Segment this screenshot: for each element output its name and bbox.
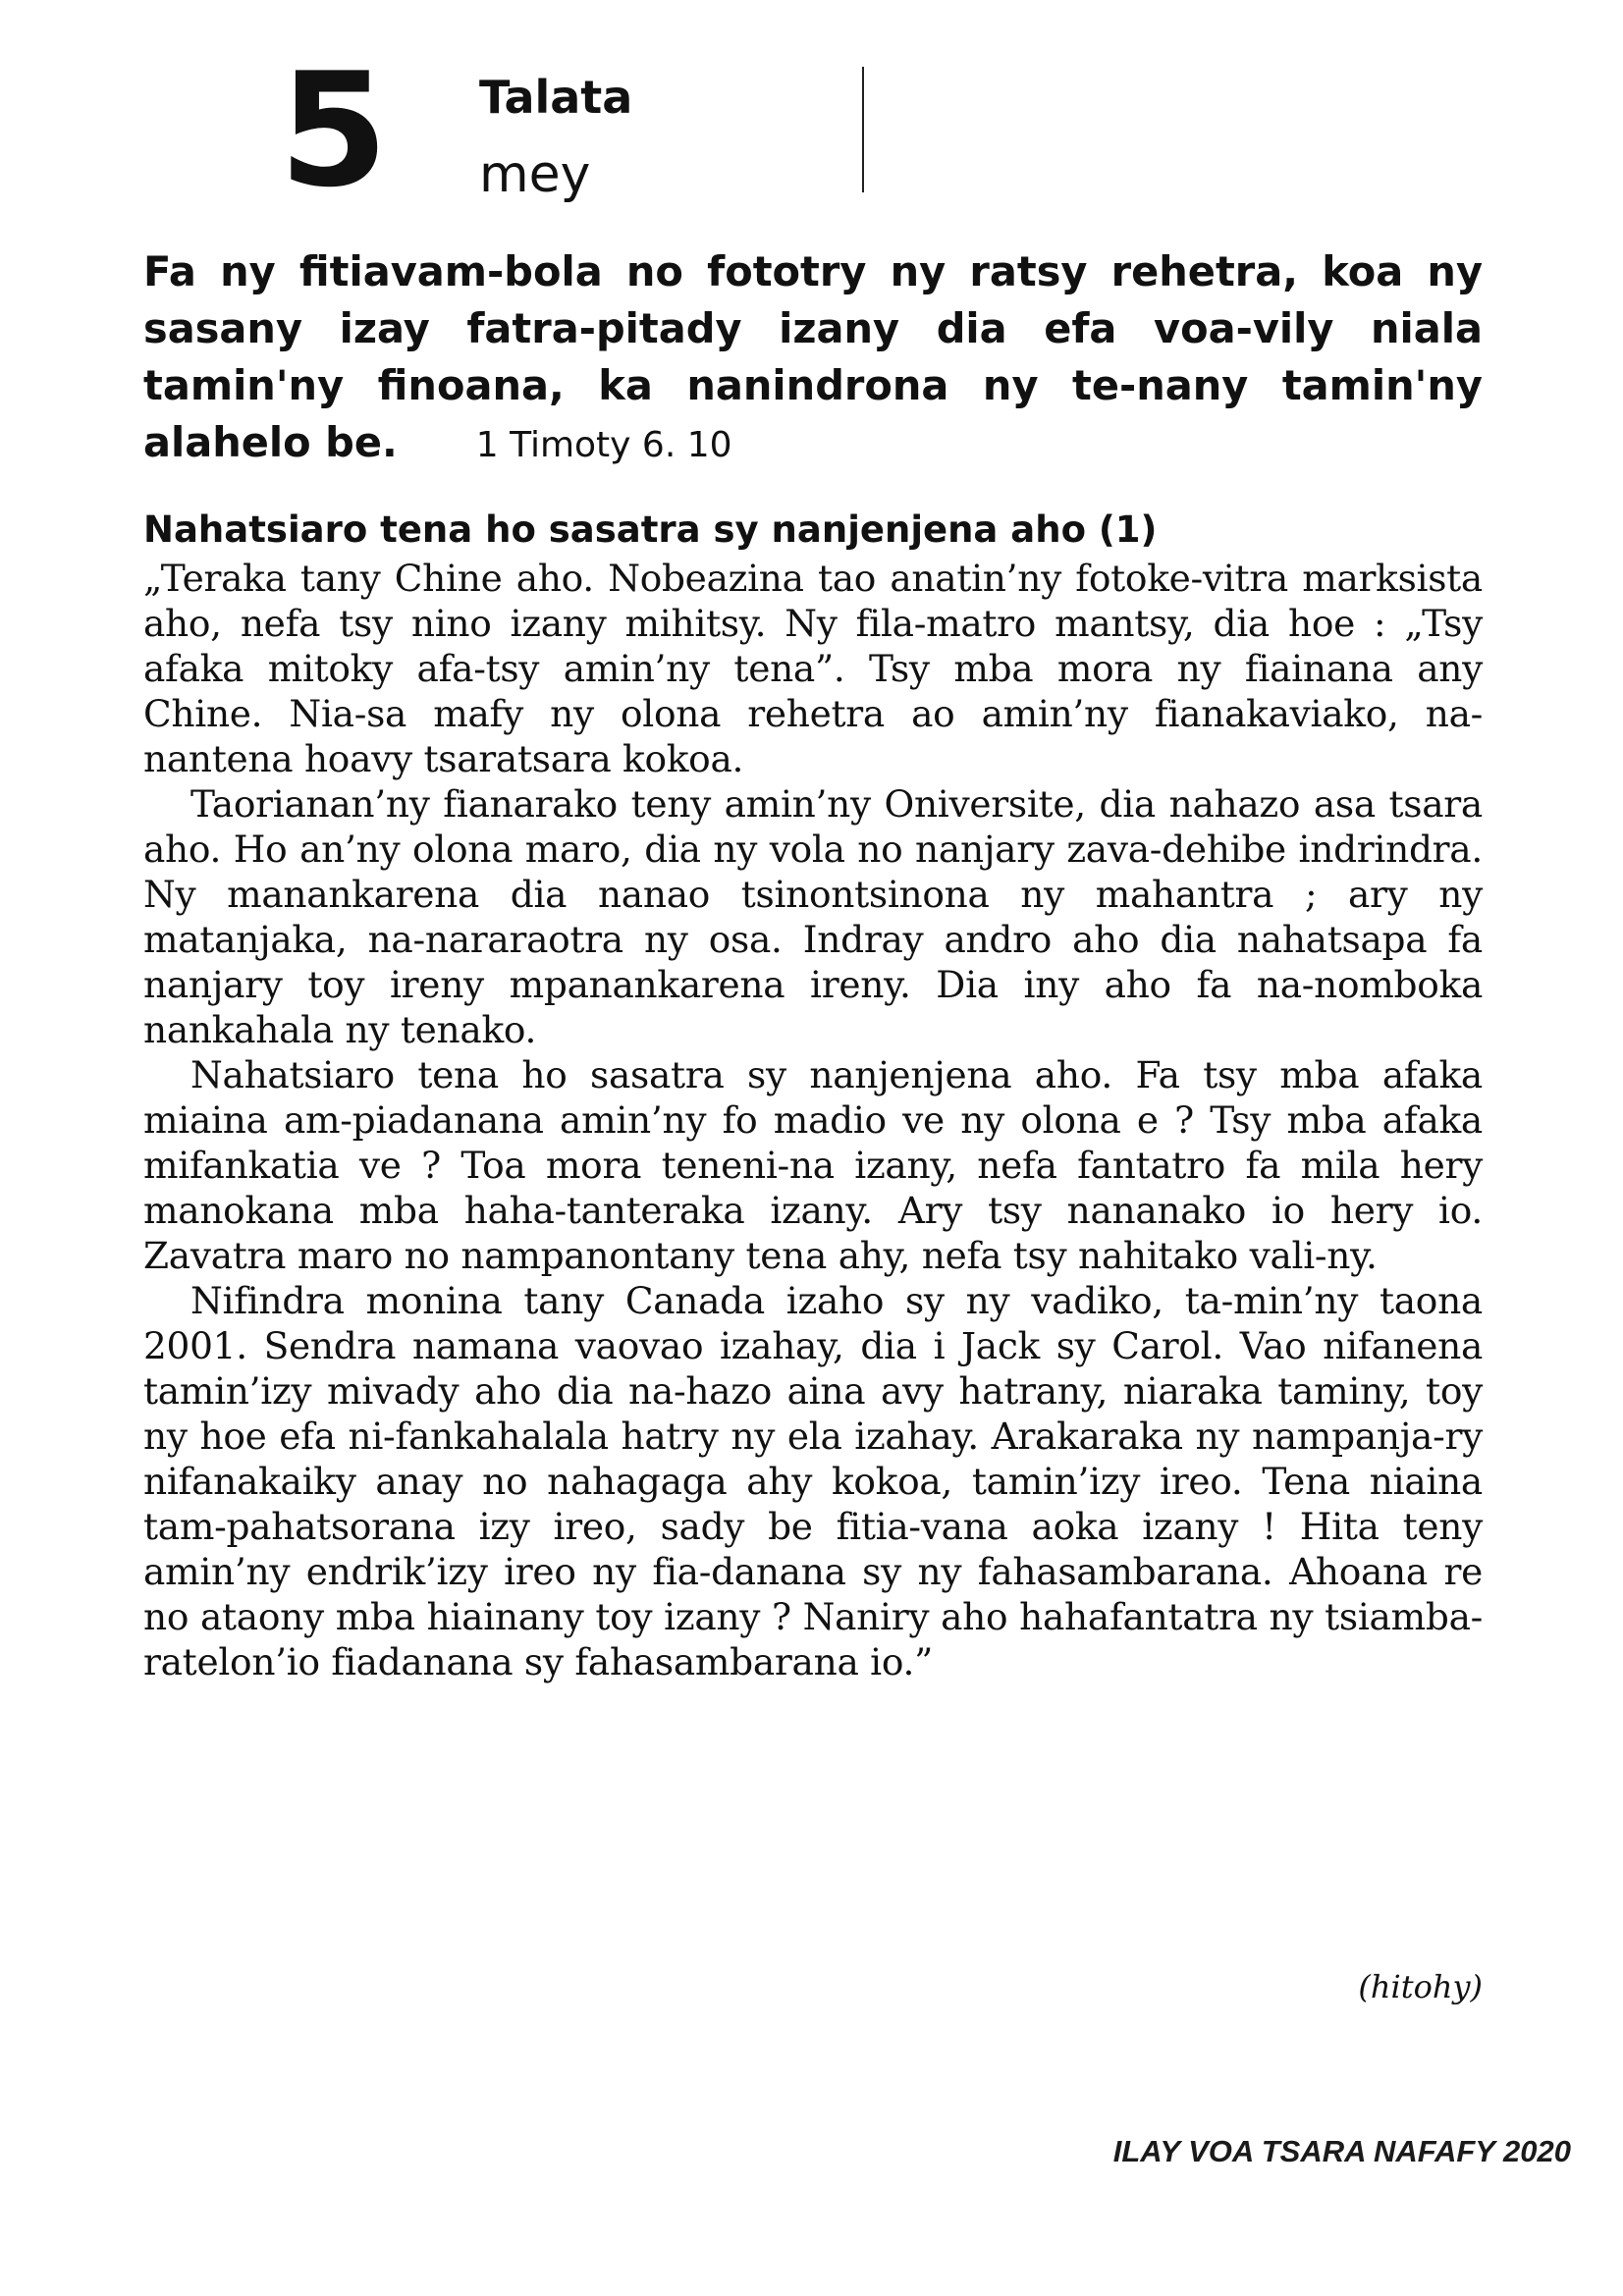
devotional-body [143,556,1483,1684]
paragraph: „Teraka tany Chine aho. Nobeazina tao anatin’ny fotoke-vitra marksista aho, nefa tsy nino izany mihitsy. Ny fila-matro mantsy, dia hoe : „Tsy afaka mitoky afa-tsy amin’ny tena”. Tsy mba mora ny fiainana any Chine. Nia-sa mafy ny olona rehetra ao amin’ny fianakaviako, na-nantena hoavy tsaratsara kokoa. [143,557,1483,780]
paragraph: Nahatsiaro tena ho sasatra sy nanjenjena aho. Fa tsy mba afaka miaina am-piadanana amin’ny fo madio ve ny olona e ? Tsy mba afaka mifankatia ve ? Toa mora teneni-na izany, nefa fantatro fa mila hery manokana mba haha-tanteraka izany. Ary tsy nananako io hery io. Zavatra maro no nampanontany tena ahy, nefa tsy nahitako vali-ny. [143,1053,1483,1277]
date-header [279,38,868,222]
paragraph: Taorianan’ny fianarako teny amin’ny Oniversite, dia nahazo asa tsara aho. Ho an’ny olona maro, dia ny vola no nanjary zava-dehibe indrindra. Ny manankarena dia nanao tsinontsinona ny mahantra ; ary ny matanjaka, na-nararaotra ny osa. Indray andro aho dia nahatsapa fa nanjary toy ireny mpanankarena ireny. Dia iny aho fa na-nomboka nankahala ny tenako. [143,782,1483,1051]
continuation-note: (hitohy) [1358,1968,1483,2005]
verse-text: Fa ny fitiavam-bola no fototry ny ratsy rehetra, koa ny sasany izay fatra-pitady izany dia efa voa-vily niala tamin'ny finoana, ka nanindrona ny te-nany tamin'ny alahelo be. [143,247,1483,466]
paragraph: Nifindra monina tany Canada izaho sy ny vadiko, ta-min’ny taona 2001. Sendra namana vaovao izahay, dia i Jack sy Carol. Vao nifanena tamin’izy mivady aho dia na-hazo aina avy hatrany, niaraka taminy, toy ny hoe efa ni-fankahalala hatry ny ela izahay. Arakaraka ny nampanja-ry nifanakaiky anay no nahagaga ahy kokoa, tamin’izy ireo. Tena niaina tam-pahatsorana izy ireo, sady be fitia-vana aoka izany ! Hita teny amin’ny endrik’izy ireo ny fia-danana sy ny fahasambarana. Ahoana re no ataony mba hiainany toy izany ? Naniry aho hahafantatra ny tsiamba-ratelon’io fiadanana sy fahasambarana io.” [143,1279,1483,1683]
publication-footer: ILAY VOA TSARA NAFAFY 2020 [1112,2134,1571,2168]
day-number: 5 [279,38,385,222]
month-label: mey [479,145,591,204]
weekday-label: Talata [479,71,633,124]
header-divider [862,67,864,192]
bible-verse [143,243,1483,474]
verse-reference: 1 Timoty 6. 10 [475,425,732,465]
devotional-title: Nahatsiaro tena ho sasatra sy nanjenjena aho (1) [143,508,1158,551]
